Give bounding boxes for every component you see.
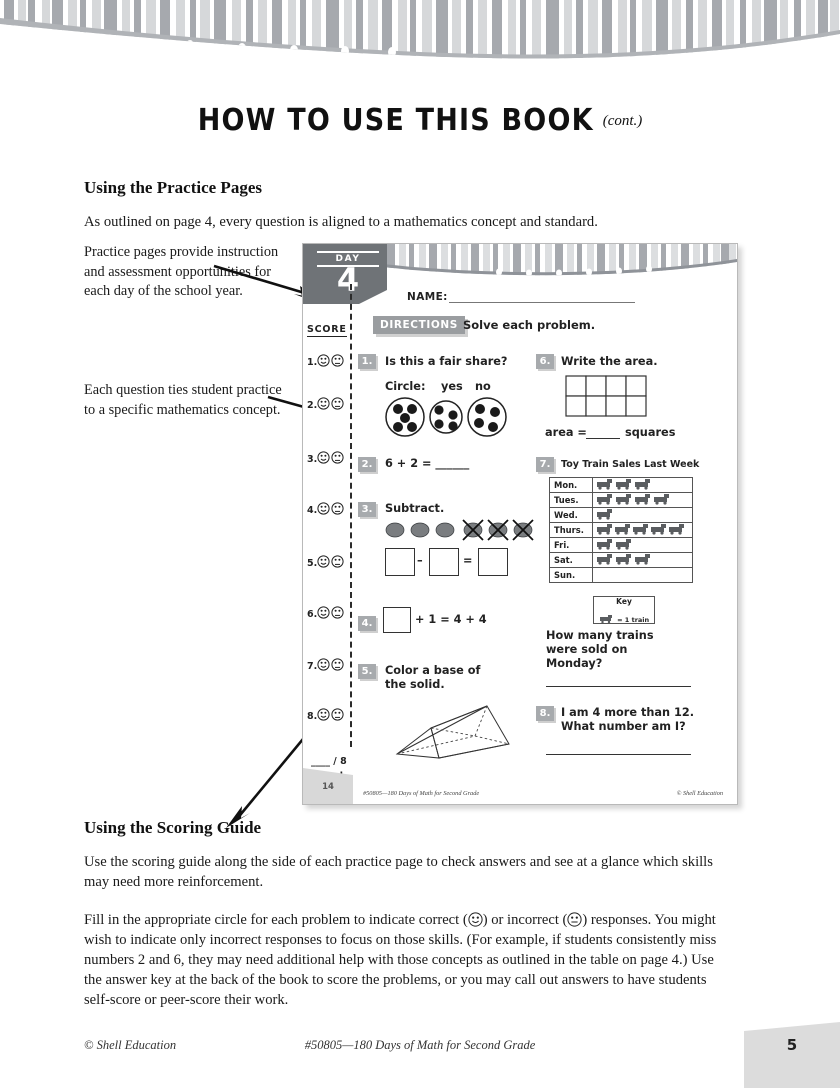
sidebar-divider: [350, 284, 352, 747]
table-row: [550, 478, 693, 493]
question-5-triangular-prism[interactable]: [379, 696, 519, 768]
question-5-number: 5.: [358, 664, 376, 679]
question-2-text[interactable]: 6 + 2 = ______: [385, 457, 470, 470]
score-row-6-number: 6.: [307, 609, 318, 620]
neutral-face-icon: [567, 912, 582, 928]
table-cell-trains: [593, 523, 693, 538]
paragraph-2-part-a: Fill in the appropriate circle for each problem to indicate correct (: [84, 912, 468, 928]
score-row-5[interactable]: [307, 555, 345, 571]
question-3-answer-box-3[interactable]: [478, 548, 508, 576]
face-icons[interactable]: [317, 354, 345, 370]
table-cell-day: Thurs.: [550, 523, 593, 538]
question-4-number: 4.: [358, 616, 376, 631]
question-8-number: 8.: [536, 706, 554, 721]
question-7-key-box: [593, 596, 655, 624]
score-row-2[interactable]: [307, 397, 345, 413]
table-cell-trains: [593, 493, 693, 508]
score-row-7[interactable]: [307, 658, 345, 674]
table-row: [550, 553, 693, 568]
score-total-blank[interactable]: ____ / 8: [311, 756, 347, 767]
score-row-6[interactable]: [307, 606, 345, 622]
footer-page-number: 5: [786, 1036, 798, 1054]
footer-copyright: © Shell Education: [84, 1038, 177, 1052]
score-row-4-number: 4.: [307, 505, 318, 516]
intro-paragraph: As outlined on page 4, every question is aligned to a mathematics concept and standard.: [84, 214, 598, 230]
score-row-1-number: 1.: [307, 357, 318, 368]
question-1-option-no[interactable]: no: [475, 380, 491, 393]
question-5-text: Color a base of the solid.: [385, 664, 481, 691]
paragraph-2-part-b: ) or incorrect (: [482, 912, 568, 928]
directions-text: Solve each problem.: [463, 318, 596, 332]
table-cell-day: Fri.: [550, 538, 593, 553]
question-4-answer-box[interactable]: [383, 607, 411, 633]
table-row: [550, 493, 693, 508]
scoring-guide-paragraph-2: [84, 910, 734, 1010]
directions-badge: DIRECTIONS: [373, 316, 465, 334]
table-cell-day: Sun.: [550, 568, 593, 583]
question-6-number: 6.: [536, 354, 554, 369]
practice-page-preview: [302, 243, 738, 805]
name-label: NAME:: [407, 291, 448, 303]
score-row-7-number: 7.: [307, 661, 318, 672]
question-7-title: Toy Train Sales Last Week: [561, 459, 700, 470]
day-label: DAY: [317, 251, 379, 267]
table-row: [550, 568, 693, 583]
heading-using-scoring-guide: Using the Scoring Guide: [84, 818, 262, 837]
question-3-text: Subtract.: [385, 502, 445, 515]
face-icons[interactable]: [317, 555, 345, 571]
page-title: [0, 105, 840, 136]
table-row: [550, 538, 693, 553]
table-cell-trains: [593, 508, 693, 523]
question-8-text: I am 4 more than 12. What number am I?: [561, 706, 695, 733]
table-cell-trains: [593, 538, 693, 553]
score-row-3-number: 3.: [307, 454, 318, 465]
score-row-1[interactable]: [307, 354, 345, 370]
question-1-text: Is this a fair share?: [385, 355, 508, 368]
question-1-number: 1.: [358, 354, 376, 369]
train-icon: [599, 614, 615, 623]
question-3-equals-sign: =: [463, 554, 473, 567]
score-header: SCORE: [307, 324, 347, 335]
question-6-area-label-b: squares: [625, 426, 676, 439]
question-7-number: 7.: [536, 457, 554, 472]
table-cell-trains: [593, 568, 693, 583]
heading-using-practice-pages: Using the Practice Pages: [84, 178, 262, 197]
table-row: [550, 508, 693, 523]
question-6-area-grid[interactable]: [565, 375, 647, 419]
score-row-4[interactable]: [307, 502, 345, 518]
table-cell-day: Sat.: [550, 553, 593, 568]
page-number-tab: [744, 1022, 840, 1088]
face-icons[interactable]: [317, 658, 345, 674]
paragraph-2-part-c: ) responses. You might wish to indicate only incorrect responses to focus on those skills. (For example, if students consistently miss numbers 2 and 6, they may need additional help with those concepts as outlined in the table on page 4.) Use the answer key at the back of the book to score the problems, or you may call out answers to have students self-score or peer-score their work.: [84, 912, 717, 1008]
score-row-8[interactable]: [307, 708, 345, 724]
table-row: [550, 523, 693, 538]
question-4-text: + 1 = 4 + 4: [415, 613, 487, 626]
question-3-answer-box-2[interactable]: [429, 548, 459, 576]
question-3-minus-sign: –: [417, 554, 423, 567]
practice-page-number: 14: [322, 782, 334, 792]
score-row-8-number: 8.: [307, 711, 318, 722]
question-3-object-set: [383, 518, 543, 542]
scoring-guide-paragraph-1: Use the scoring guide along the side of each practice page to check answers and see at a glance which skills may need more reinforcement.: [84, 854, 713, 890]
question-1-option-yes[interactable]: yes: [441, 380, 463, 393]
question-8-answer-line[interactable]: [546, 754, 691, 755]
scoring-guide-sidebar: [303, 304, 350, 744]
callout-each-question: Each question ties student practice to a specific mathematics concept.: [84, 382, 282, 418]
smile-face-icon: [468, 912, 483, 928]
face-icons[interactable]: [317, 708, 345, 724]
score-row-3[interactable]: [307, 451, 345, 467]
question-6-text: Write the area.: [561, 355, 658, 368]
question-3-number: 3.: [358, 502, 376, 517]
score-row-5-number: 5.: [307, 558, 318, 569]
question-7-follow-up: How many trains were sold on Monday?: [546, 629, 654, 670]
face-icons[interactable]: [317, 397, 345, 413]
question-7-answer-line[interactable]: [546, 686, 691, 687]
score-row-2-number: 2.: [307, 400, 318, 411]
table-cell-day: Tues.: [550, 493, 593, 508]
table-cell-day: Mon.: [550, 478, 593, 493]
sheet-footer-right: © Shell Education: [676, 790, 723, 797]
key-title: Key: [616, 597, 632, 606]
question-1-circle-label: Circle:: [385, 380, 426, 393]
page-title-text: HOW TO USE THIS BOOK: [197, 103, 594, 138]
day-number: 4: [336, 261, 360, 299]
page-title-cont: (cont.): [602, 113, 643, 129]
callout-practice-pages: Practice pages provide instruction and assessment opportunities for each day of the school year.: [84, 244, 279, 299]
key-legend: [599, 616, 649, 624]
question-3-answer-box-1[interactable]: [385, 548, 415, 576]
face-icons[interactable]: [317, 502, 345, 518]
table-cell-trains: [593, 478, 693, 493]
sheet-footer-left: #50805—180 Days of Math for Second Grade: [363, 790, 480, 797]
question-6-area-label-a: area =: [545, 426, 587, 439]
table-cell-trains: [593, 553, 693, 568]
face-icons[interactable]: [317, 606, 345, 622]
face-icons[interactable]: [317, 451, 345, 467]
table-cell-day: Wed.: [550, 508, 593, 523]
question-7-train-table: [549, 477, 693, 583]
question-2-number: 2.: [358, 457, 376, 472]
question-1-dot-circles: [385, 396, 507, 438]
decorative-top-banner: [0, 0, 840, 62]
name-input-line[interactable]: [449, 302, 635, 303]
footer-title: #50805—180 Days of Math for Second Grade: [304, 1038, 536, 1052]
key-text: = 1 train: [617, 616, 650, 624]
question-6-area-blank[interactable]: [586, 438, 620, 439]
